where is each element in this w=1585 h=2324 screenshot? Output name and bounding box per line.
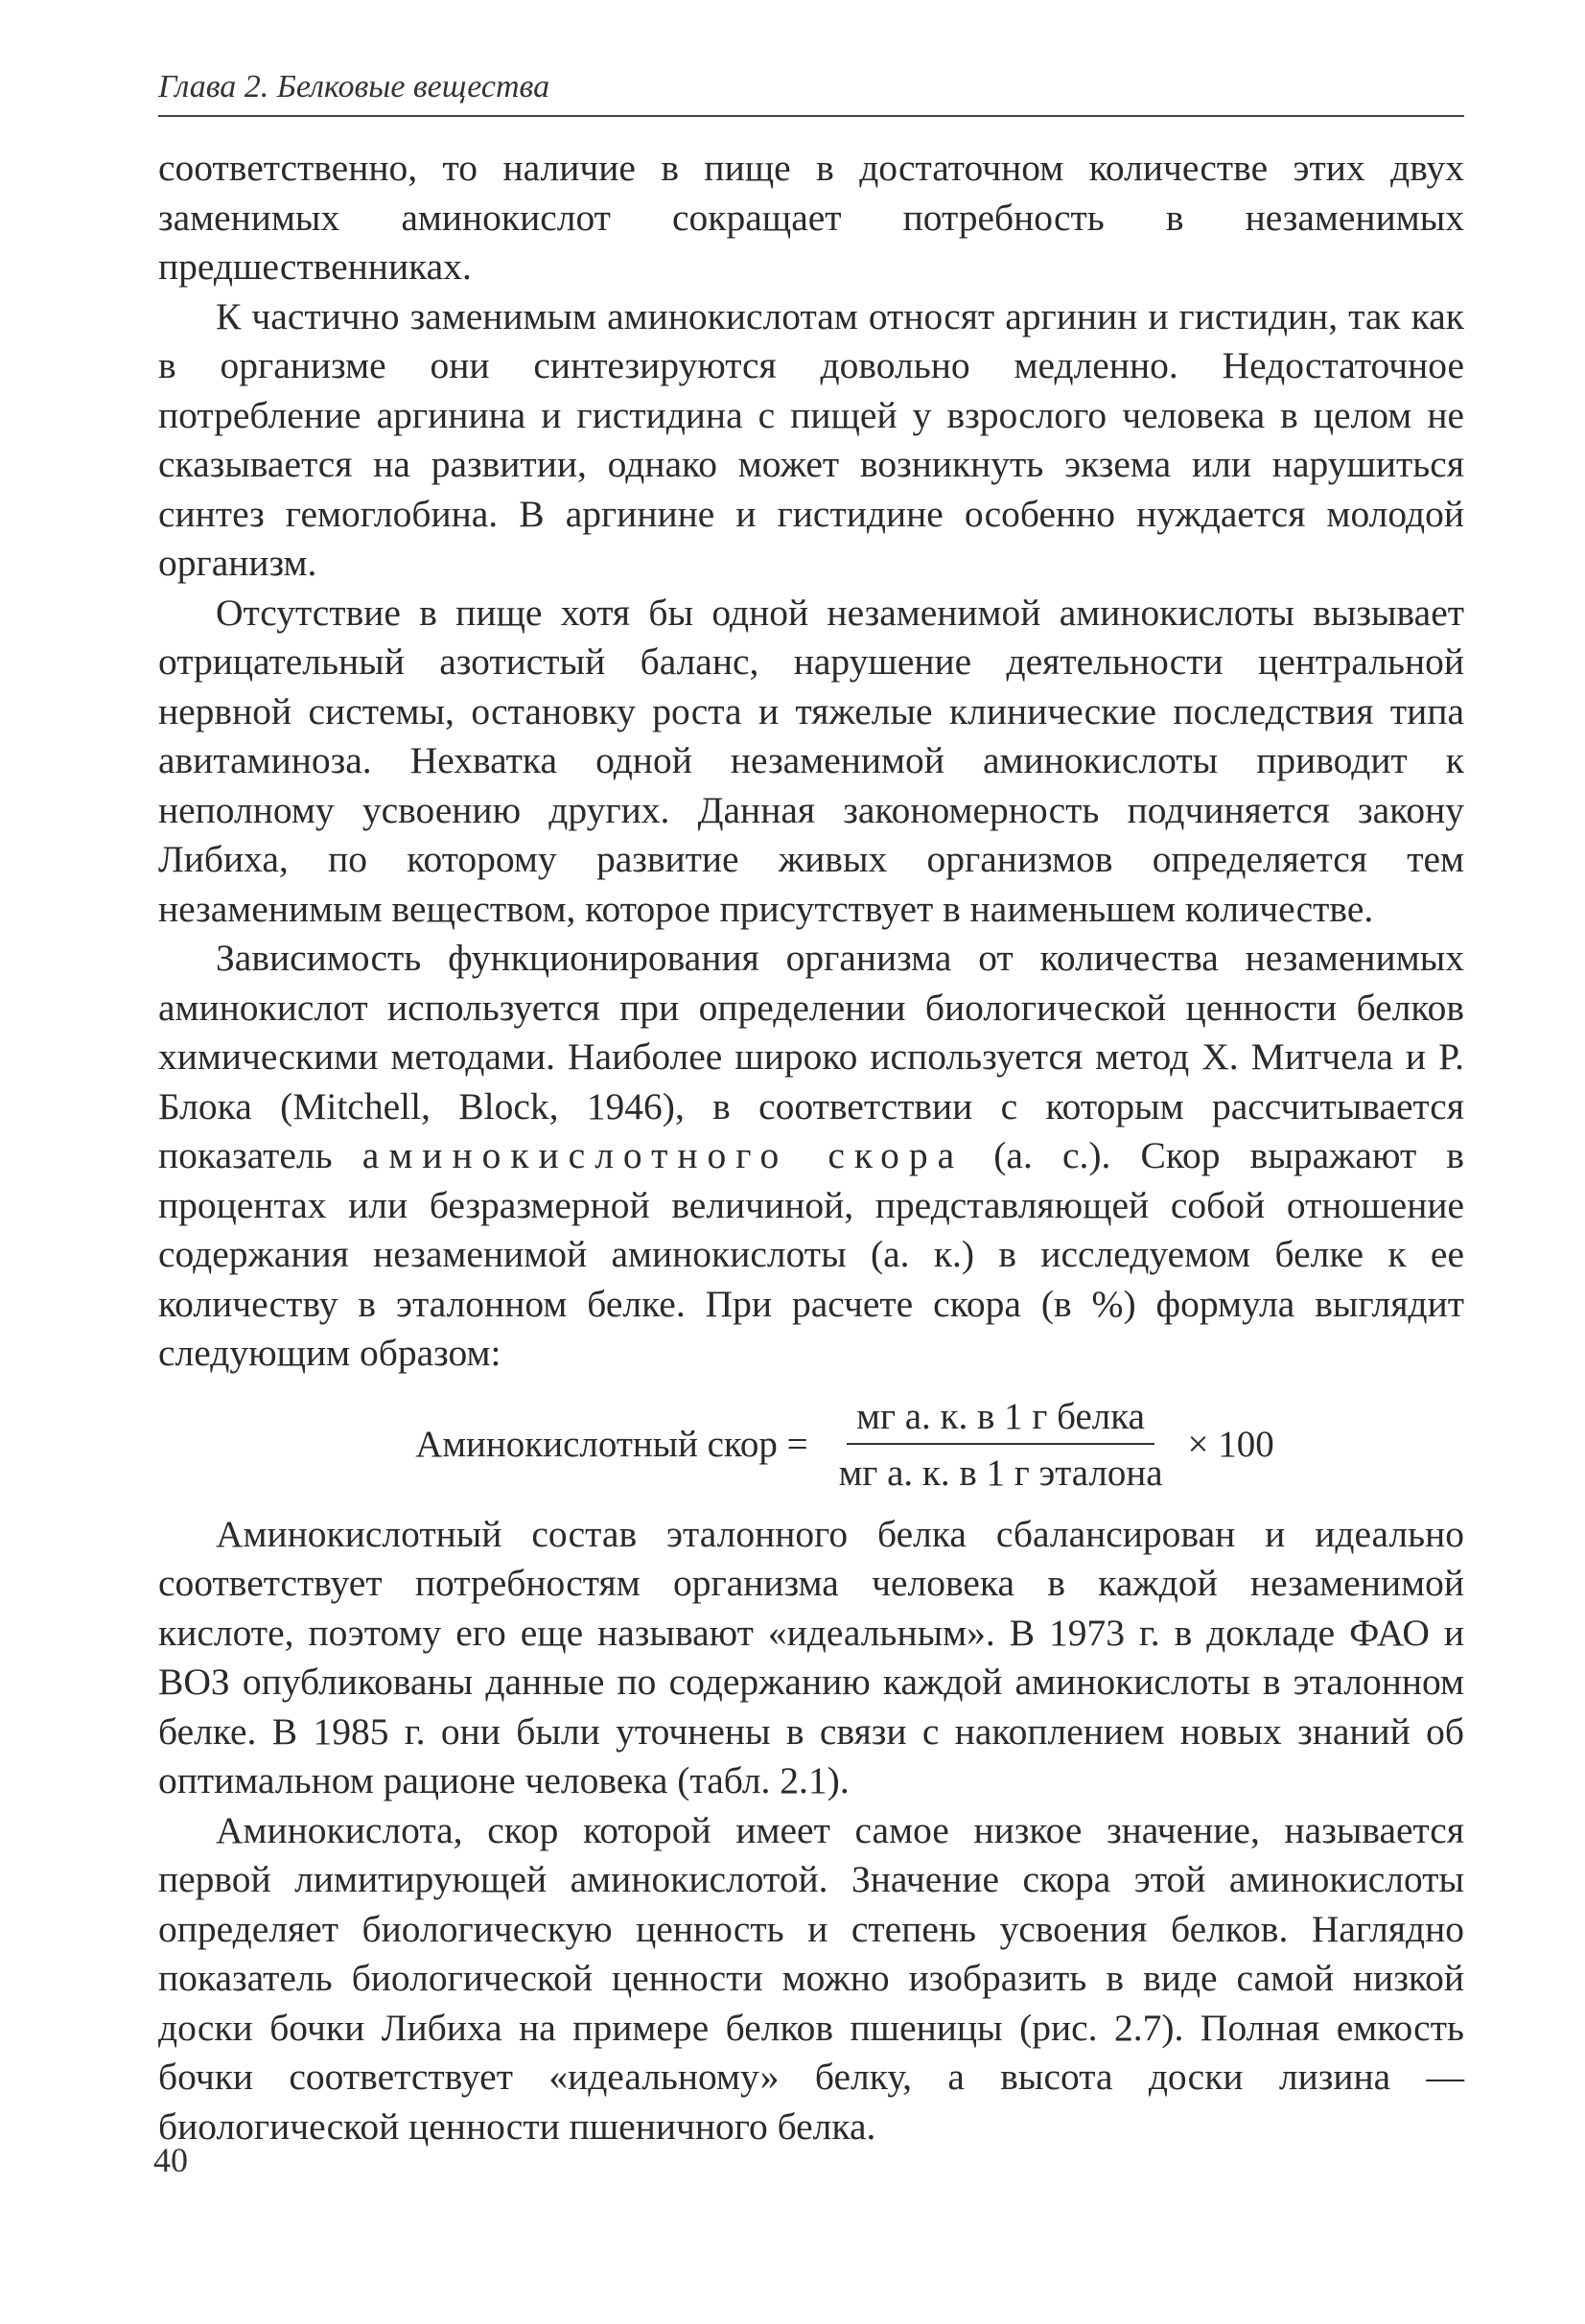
score-formula (158, 1392, 1464, 1499)
paragraph-3: Отсутствие в пище хотя бы одной незаменимой аминокислоты вызывает отрицательный азотистый баланс, нарушение деятельности центральной нервной системы, остановку роста и тяжелые клинические последствия типа авитаминоза. Нехватка одной незаменимой аминокислоты приводит к неполному усвоению других. Данная закономерность подчиняется закону Либиха, по которому развитие живых организмов определяется тем незаменимым веществом, которое присутствует в наименьшем количестве. (158, 591, 1464, 930)
paragraph-5: Аминокислотный состав эталонного белка сбалансирован и идеально соответствует потребностям организма человека в каждой незаменимой кислоте, поэтому его еще называют «идеальным». В 1973 г. в докладе ФАО и ВОЗ опубликованы данные по содержанию каждой аминокислоты в эталонном белке. В 1985 г. они были уточнены в связи с накоплением новых знаний об оптимальном рационе человека (табл. 2.1). (158, 1512, 1464, 1801)
spaced-term: аминокислотного скора (361, 1134, 965, 1176)
paragraph-4-text-end: (а. с.). Скор выражают в процентах или безразмерной величиной, представляющей собой отношение содержания незаменимой аминокислоты (а. к.) в исследуемом белке к ее количеству в эталонном белке. При расчете скора (в %) формула выглядит следующим образом: (158, 1134, 1464, 1374)
formula-multiplier: × 100 (1187, 1424, 1274, 1466)
paragraph-4 (158, 934, 1464, 1379)
formula-numerator: мг а. к. в 1 г белка (847, 1392, 1154, 1446)
formula-fraction (829, 1392, 1173, 1499)
paragraph-6: Аминокислота, скор которой имеет самое низкое значение, называется первой лимитирующей аминокислотой. Значение скора этой аминокислоты определяет биологическую ценность и степень усвоения белков. Наглядно показатель биологической ценности можно изобразить в виде самой низкой доски бочки Либиха на примере белков пшеницы (рис. 2.7). Полная емкость бочки соответствует «идеальному» белку, а высота доски лизина — биологической ценности пшеничного белка. (158, 1808, 1464, 2148)
paragraph-4-text: Зависимость функционирования организма от количества незаменимых аминокислот используется при определении биологической ценности белков химическими методами. Наиболее широко используется метод X. Митчела и Р. Блока (Mitchell, Block, 1946), в соответствии с которым рассчитывается показатель (158, 937, 1464, 1176)
formula-denominator: мг а. к. в 1 г эталона (838, 1452, 1163, 1494)
paragraph-1: соответственно, то наличие в пище в достаточном количестве этих двух заменимых аминокислот сокращает потребность в незаменимых предшественниках. (158, 147, 1464, 288)
page-number: 40 (153, 2141, 188, 2179)
running-head: Глава 2. Белковые вещества (158, 69, 1464, 117)
paragraph-2: К частично заменимым аминокислотам относят аргинин и гистидин, так как в организме они синтезируются довольно медленно. Недостаточное потребление аргинина и гистидина с пищей у взрослого человека в целом не сказывается на развитии, однако может возникнуть экзема или нарушиться синтез гемоглобина. В аргинине и гистидине особенно нуждается молодой организм. (158, 294, 1464, 584)
body-text (158, 144, 1464, 2151)
formula-lhs: Аминокислотный скор = (415, 1424, 808, 1466)
